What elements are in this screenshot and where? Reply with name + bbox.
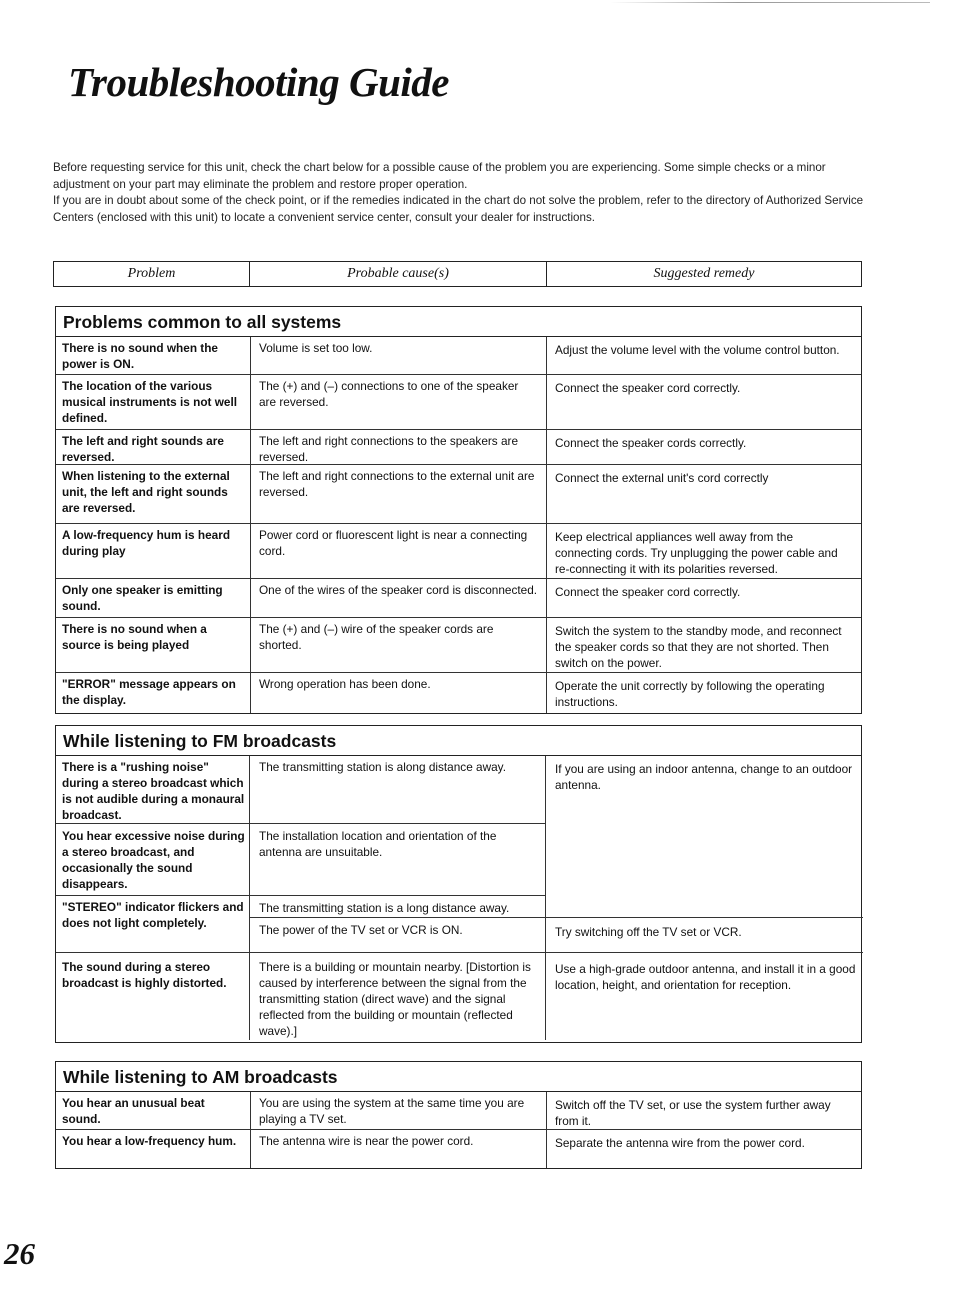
row-problem: "ERROR" message appears on the display. — [56, 673, 251, 713]
intro-text — [53, 160, 865, 226]
table-row — [56, 618, 861, 673]
row-problem: You hear an unusual beat sound. — [56, 1092, 251, 1129]
common-rows — [56, 337, 861, 713]
fm-cause-antenna-location: The installation location and orientation of the antenna are unsuitable. — [259, 829, 497, 859]
row-remedy: Separate the antenna wire from the power cord. — [555, 1136, 805, 1150]
table-row — [56, 337, 861, 375]
row-remedy: Operate the unit correctly by following the operating instructions. — [555, 679, 825, 709]
row-cause: The left and right connections to the speakers are reversed. — [251, 430, 547, 464]
fm-cause-distance: The transmitting station is along distance away. — [259, 760, 506, 774]
column-header-remedy: Suggested remedy — [653, 266, 755, 281]
table-row — [56, 430, 861, 465]
row-problem: The location of the various musical instruments is not well defined. — [56, 375, 251, 429]
fm-problem-rushing-noise: There is a "rushing noise" during a stereo broadcast which is not audible during a monaural broadcast. — [62, 760, 245, 822]
fm-problem-distorted: The sound during a stereo broadcast is highly distorted. — [62, 960, 227, 990]
section-title: Problems common to all systems — [56, 307, 861, 337]
row-problem: There is no sound when the power is ON. — [56, 337, 251, 374]
am-rows — [56, 1092, 861, 1168]
fm-problem-stereo-flicker: "STEREO" indicator flickers and does not light completely. — [62, 900, 244, 930]
page-number: 26 — [4, 1236, 35, 1271]
row-remedy: Switch the system to the standby mode, and reconnect the speaker cords so that they are not shorted. Then switch on the power. — [555, 624, 842, 670]
row-problem: You hear a low-frequency hum. — [56, 1130, 251, 1168]
row-remedy: Connect the external unit's cord correctly — [555, 471, 769, 485]
fm-cause-building-mountain: There is a building or mountain nearby. [Distortion is caused by interference between the signal from the transmitting station (direct wave) and the signal reflected from the building or mountain (reflected wave).] — [259, 960, 531, 1038]
row-problem: A low-frequency hum is heard during play — [56, 524, 251, 578]
row-remedy: Connect the speaker cords correctly. — [555, 436, 747, 450]
top-edge-rule — [610, 2, 930, 3]
section-common-problems — [55, 306, 862, 714]
section-am-broadcasts — [55, 1061, 862, 1169]
table-row — [56, 673, 861, 713]
table-row — [56, 1130, 861, 1168]
row-cause: Volume is set too low. — [251, 337, 547, 374]
row-remedy: Connect the speaker cord correctly. — [555, 381, 741, 395]
row-cause: The (+) and (–) wire of the speaker cords are shorted. — [251, 618, 547, 672]
table-row — [56, 465, 861, 524]
section-title: While listening to AM broadcasts — [56, 1062, 861, 1092]
row-cause: Power cord or fluorescent light is near a connecting cord. — [251, 524, 547, 578]
column-header-row — [53, 261, 862, 287]
row-cause: The antenna wire is near the power cord. — [251, 1130, 547, 1168]
table-row — [56, 524, 861, 579]
row-remedy: Adjust the volume level with the volume control button. — [555, 343, 840, 357]
row-problem: Only one speaker is emitting sound. — [56, 579, 251, 617]
section-fm-broadcasts — [55, 725, 862, 1043]
section-title: While listening to FM broadcasts — [56, 726, 861, 756]
table-row — [56, 1092, 861, 1130]
column-header-problem: Problem — [54, 262, 250, 286]
row-problem: When listening to the external unit, the left and right sounds are reversed. — [56, 465, 251, 523]
intro-paragraph-1: Before requesting service for this unit, check the chart below for a possible cause of the problem you are experiencing. Some simple checks or a minor adjustment on your part may eliminate the problem and restore proper operation. — [53, 161, 826, 191]
row-remedy: Keep electrical appliances well away from the connecting cords. Try unplugging the power cable and re-connecting it with its polarities reversed. — [555, 530, 838, 576]
table-row — [56, 579, 861, 618]
fm-remedy-high-grade-antenna: Use a high-grade outdoor antenna, and install it in a good location, height, and orientation for reception. — [555, 962, 856, 992]
row-remedy: Connect the speaker cord correctly. — [555, 585, 741, 599]
fm-grid — [56, 756, 861, 1040]
row-cause: You are using the system at the same time you are playing a TV set. — [251, 1092, 547, 1129]
row-cause: Wrong operation has been done. — [251, 673, 547, 713]
column-header-cause: Probable cause(s) — [250, 262, 547, 286]
row-remedy: Switch off the TV set, or use the system further away from it. — [555, 1098, 831, 1128]
fm-cause-long-distance: The transmitting station is a long distance away. — [259, 901, 510, 915]
fm-remedy-outdoor-antenna: If you are using an indoor antenna, change to an outdoor antenna. — [555, 762, 853, 792]
fm-problem-excessive-noise: You hear excessive noise during a stereo broadcast, and occasionally the sound disappears. — [62, 829, 245, 891]
fm-remedy-switch-off-tv: Try switching off the TV set or VCR. — [555, 925, 742, 939]
row-cause: The left and right connections to the external unit are reversed. — [251, 465, 547, 523]
page-title: Troubleshooting Guide — [68, 59, 449, 105]
table-row — [56, 375, 861, 430]
row-problem: The left and right sounds are reversed. — [56, 430, 251, 464]
row-cause: One of the wires of the speaker cord is disconnected. — [251, 579, 547, 617]
row-problem: There is no sound when a source is being played — [56, 618, 251, 672]
fm-cause-tv-vcr-on: The power of the TV set or VCR is ON. — [259, 923, 463, 937]
intro-paragraph-2: If you are in doubt about some of the check point, or if the remedies indicated in the chart do not solve the problem, refer to the directory of Authorized Service Centers (enclosed with this unit) to locate a convenient service center, consult your dealer for instructions. — [53, 194, 864, 224]
row-cause: The (+) and (–) connections to one of the speaker are reversed. — [251, 375, 547, 429]
